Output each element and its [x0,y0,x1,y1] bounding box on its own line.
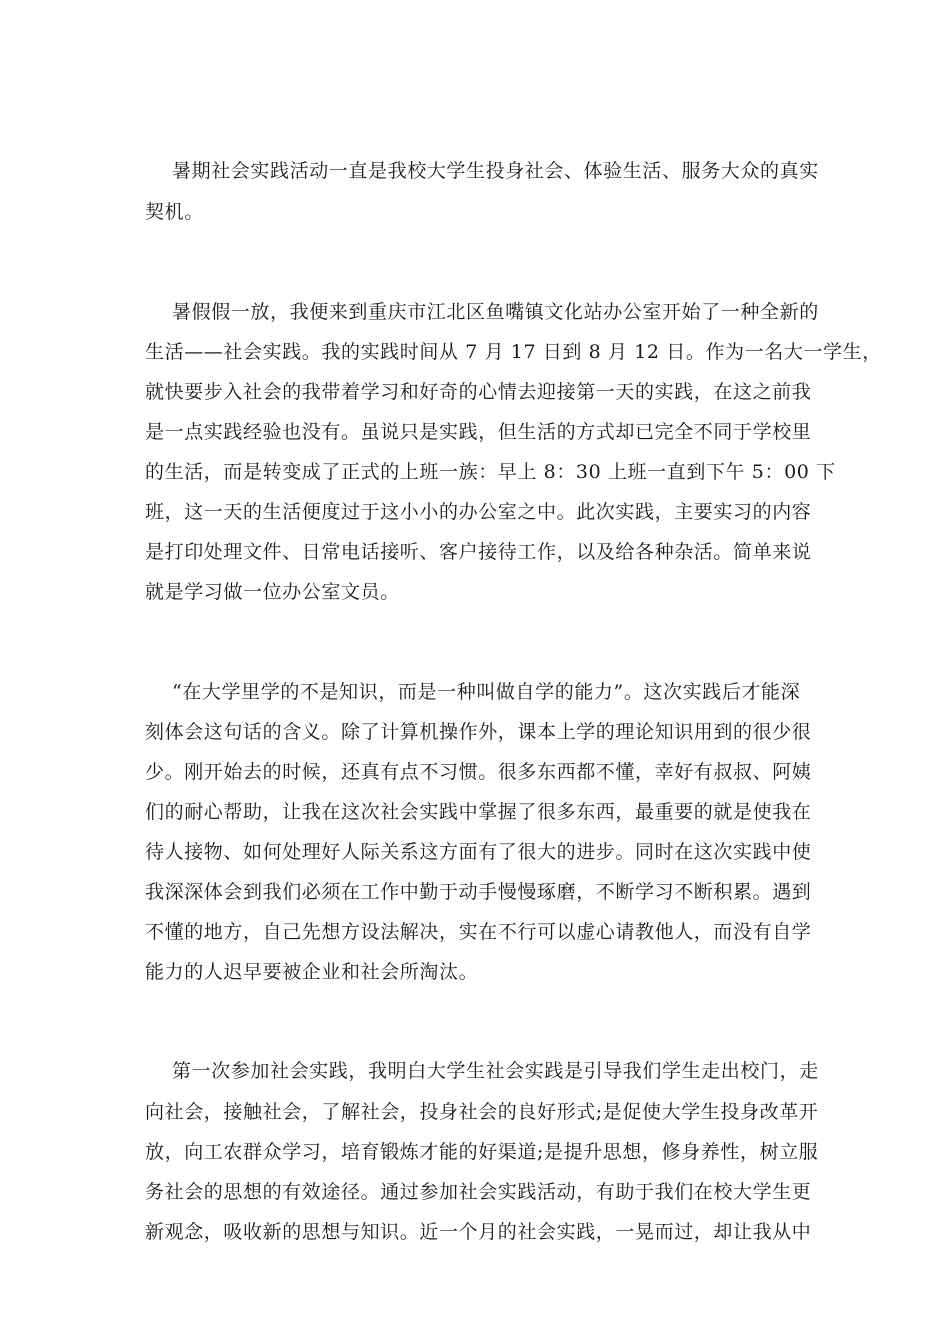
paragraph-1-line-2: 契机。 [145,201,204,223]
paragraph-4-line-2: 向社会，接触社会，了解社会，投身社会的良好形式;是促使大学生投身改革开 [145,1101,819,1123]
paragraph-2-line-2: 生活——社会实践。我的实践时间从 7 月 17 日到 8 月 12 日。作为一名大一学生， [145,341,882,363]
paragraph-2-line-1: 暑假假一放，我便来到重庆市江北区鱼嘴镇文化站办公室开始了一种全新的 [172,301,819,323]
paragraph-3-line-3: 少。刚开始去的时候，还真有点不习惯。很多东西都不懂，幸好有叔叔、阿姨 [145,761,812,783]
paragraph-3-line-1: “在大学里学的不是知识，而是一种叫做自学的能力”。这次实践后才能深 [172,681,801,703]
paragraph-2-line-6: 班，这一天的生活便度过于这小小的办公室之中。此次实践，主要实习的内容 [145,501,812,523]
paragraph-2-line-8: 就是学习做一位办公室文员。 [145,581,400,603]
paragraph-1-line-1: 暑期社会实践活动一直是我校大学生投身社会、体验生活、服务大众的真实 [172,160,819,182]
paragraph-2-line-3: 就快要步入社会的我带着学习和好奇的心情去迎接第一天的实践，在这之前我 [145,381,812,403]
paragraph-3-line-2: 刻体会这句话的含义。除了计算机操作外，课本上学的理论知识用到的很少很 [145,721,812,743]
paragraph-2-line-5: 的生活，而是转变成了正式的上班一族：早上 8：30 上班一直到下午 5：00 下 [145,461,836,483]
paragraph-4-line-1: 第一次参加社会实践，我明白大学生社会实践是引导我们学生走出校门，走 [172,1060,819,1082]
paragraph-4-line-4: 务社会的思想的有效途径。通过参加社会实践活动，有助于我们在校大学生更 [145,1181,812,1203]
paragraph-3-line-4: 们的耐心帮助，让我在这次社会实践中掌握了很多东西，最重要的就是使我在 [145,801,812,823]
paragraph-3-line-8: 能力的人迟早要被企业和社会所淘汰。 [145,961,479,983]
paragraph-2-line-7: 是打印处理文件、日常电话接听、客户接待工作，以及给各种杂活。简单来说 [145,541,812,563]
paragraph-4-line-5: 新观念，吸收新的思想与知识。近一个月的社会实践，一晃而过，却让我从中 [145,1221,812,1243]
paragraph-3-line-6: 我深深体会到我们必须在工作中勤于动手慢慢琢磨，不断学习不断积累。遇到 [145,881,812,903]
paragraph-2-line-4: 是一点实践经验也没有。虽说只是实践，但生活的方式却已完全不同于学校里 [145,421,812,443]
paragraph-4-line-3: 放，向工农群众学习，培育锻炼才能的好渠道;是提升思想，修身养性，树立服 [145,1141,819,1163]
paragraph-3-line-7: 不懂的地方，自己先想方设法解决，实在不行可以虚心请教他人，而没有自学 [145,921,812,943]
paragraph-3-line-5: 待人接物、如何处理好人际关系这方面有了很大的进步。同时在这次实践中使 [145,841,812,863]
